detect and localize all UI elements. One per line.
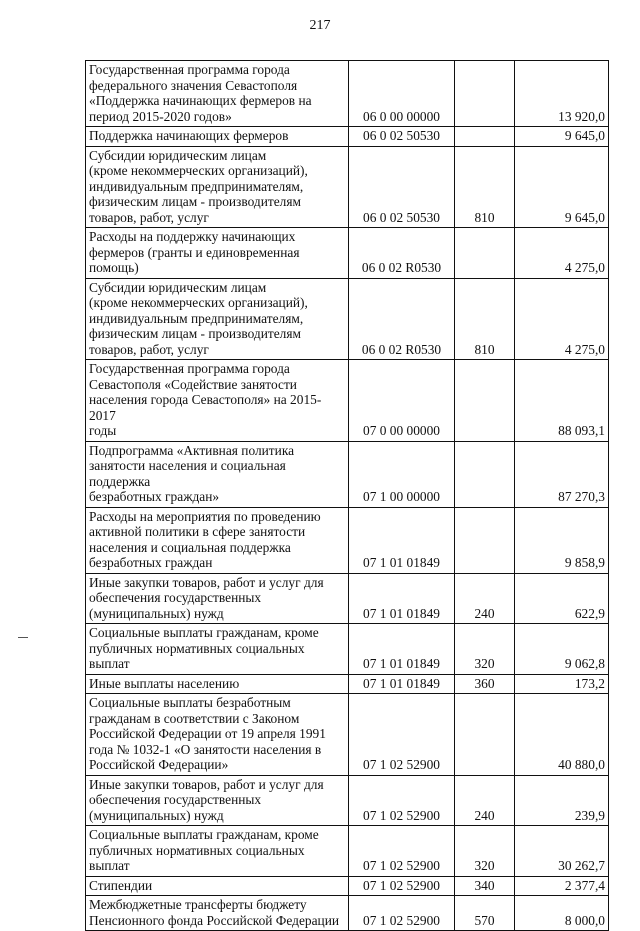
table-row <box>86 507 609 573</box>
table-row <box>86 896 609 931</box>
target-article-code-cell: 07 1 02 52900 <box>349 775 455 826</box>
expense-type-cell: 320 <box>455 624 515 675</box>
expense-type-cell: 340 <box>455 876 515 896</box>
expense-type-cell: 570 <box>455 896 515 931</box>
row-name-cell: Межбюджетные трансферты бюджету Пенсионного фонда Российской Федерации <box>86 896 349 931</box>
amount-cell: 13 920,0 <box>515 61 609 127</box>
target-article-code-cell: 06 0 00 00000 <box>349 61 455 127</box>
table-row <box>86 278 609 360</box>
row-name-cell: Подпрограмма «Активная политика занятости населения и социальная поддержка безработных граждан» <box>86 441 349 507</box>
amount-cell: 9 645,0 <box>515 146 609 228</box>
expense-type-cell <box>455 127 515 147</box>
amount-cell: 4 275,0 <box>515 228 609 279</box>
expense-type-cell <box>455 694 515 776</box>
target-article-code-cell: 07 1 01 01849 <box>349 624 455 675</box>
amount-cell: 87 270,3 <box>515 441 609 507</box>
target-article-code-cell: 07 1 01 01849 <box>349 674 455 694</box>
target-article-code-cell: 06 0 02 50530 <box>349 127 455 147</box>
table-row <box>86 876 609 896</box>
amount-cell: 88 093,1 <box>515 360 609 442</box>
target-article-code-cell: 07 1 01 01849 <box>349 573 455 624</box>
table-row <box>86 624 609 675</box>
row-name-cell: Социальные выплаты безработным гражданам в соответствии с Законом Российской Федерации от 19 апреля 1991 года № 1032-1 «О занятости населения в Российской Федерации» <box>86 694 349 776</box>
table-row <box>86 146 609 228</box>
row-name-cell: Субсидии юридическим лицам (кроме некоммерческих организаций), индивидуальным предпринимателям, физическим лицам - производителям товаров, работ, услуг <box>86 146 349 228</box>
target-article-code-cell: 06 0 02 R0530 <box>349 228 455 279</box>
row-name-cell: Иные выплаты населению <box>86 674 349 694</box>
expense-type-cell: 360 <box>455 674 515 694</box>
row-name-cell: Государственная программа города Севастополя «Содействие занятости населения города Севастополя» на 2015-2017 годы <box>86 360 349 442</box>
table-row <box>86 228 609 279</box>
target-article-code-cell: 07 1 02 52900 <box>349 826 455 877</box>
amount-cell: 9 645,0 <box>515 127 609 147</box>
expense-type-cell: 240 <box>455 573 515 624</box>
budget-table <box>85 60 609 931</box>
page-number: 217 <box>309 18 331 33</box>
row-name-cell: Субсидии юридическим лицам (кроме некоммерческих организаций), индивидуальным предпринимателям, физическим лицам - производителям товаров, работ, услуг <box>86 278 349 360</box>
table-row <box>86 674 609 694</box>
target-article-code-cell: 06 0 02 50530 <box>349 146 455 228</box>
row-name-cell: Социальные выплаты гражданам, кроме публичных нормативных социальных выплат <box>86 826 349 877</box>
table-row <box>86 127 609 147</box>
expense-type-cell: 320 <box>455 826 515 877</box>
expense-type-cell: 810 <box>455 278 515 360</box>
target-article-code-cell: 07 0 00 00000 <box>349 360 455 442</box>
expense-type-cell <box>455 228 515 279</box>
expense-type-cell: 810 <box>455 146 515 228</box>
table-row <box>86 694 609 776</box>
amount-cell: 9 858,9 <box>515 507 609 573</box>
amount-cell: 4 275,0 <box>515 278 609 360</box>
amount-cell: 30 262,7 <box>515 826 609 877</box>
expense-type-cell <box>455 507 515 573</box>
amount-cell: 239,9 <box>515 775 609 826</box>
margin-mark <box>18 637 28 638</box>
target-article-code-cell: 07 1 02 52900 <box>349 896 455 931</box>
expense-type-cell <box>455 441 515 507</box>
row-name-cell: Государственная программа города федерального значения Севастополя «Поддержка начинающих фермеров на период 2015-2020 годов» <box>86 61 349 127</box>
amount-cell: 40 880,0 <box>515 694 609 776</box>
row-name-cell: Иные закупки товаров, работ и услуг для обеспечения государственных (муниципальных) нужд <box>86 775 349 826</box>
target-article-code-cell: 07 1 02 52900 <box>349 876 455 896</box>
target-article-code-cell: 07 1 00 00000 <box>349 441 455 507</box>
expense-type-cell: 240 <box>455 775 515 826</box>
table-row <box>86 826 609 877</box>
amount-cell: 173,2 <box>515 674 609 694</box>
row-name-cell: Расходы на поддержку начинающих фермеров (гранты и единовременная помощь) <box>86 228 349 279</box>
expense-type-cell <box>455 360 515 442</box>
amount-cell: 8 000,0 <box>515 896 609 931</box>
target-article-code-cell: 06 0 02 R0530 <box>349 278 455 360</box>
expense-type-cell <box>455 61 515 127</box>
row-name-cell: Поддержка начинающих фермеров <box>86 127 349 147</box>
amount-cell: 622,9 <box>515 573 609 624</box>
amount-cell: 9 062,8 <box>515 624 609 675</box>
row-name-cell: Иные закупки товаров, работ и услуг для обеспечения государственных (муниципальных) нужд <box>86 573 349 624</box>
table-row <box>86 573 609 624</box>
target-article-code-cell: 07 1 01 01849 <box>349 507 455 573</box>
amount-cell: 2 377,4 <box>515 876 609 896</box>
table-row <box>86 360 609 442</box>
target-article-code-cell: 07 1 02 52900 <box>349 694 455 776</box>
row-name-cell: Стипендии <box>86 876 349 896</box>
table-row <box>86 61 609 127</box>
table-row <box>86 441 609 507</box>
row-name-cell: Расходы на мероприятия по проведению активной политики в сфере занятости населения и социальная поддержка безработных граждан <box>86 507 349 573</box>
row-name-cell: Социальные выплаты гражданам, кроме публичных нормативных социальных выплат <box>86 624 349 675</box>
table-row <box>86 775 609 826</box>
